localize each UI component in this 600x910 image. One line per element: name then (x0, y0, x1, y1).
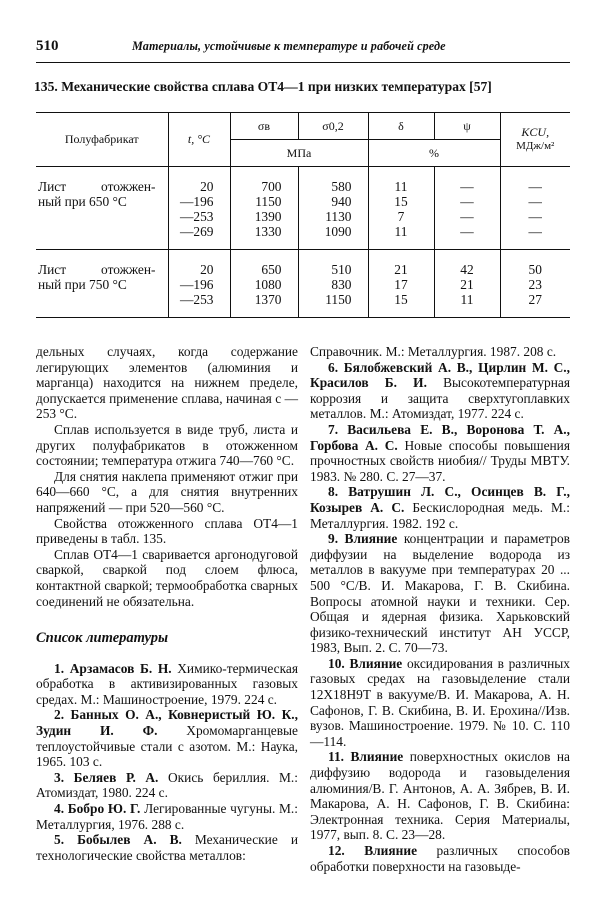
reference-authors: 10. Влияние (328, 655, 403, 671)
cell-sigma-b: 1150 (230, 194, 298, 209)
section-title: Список литературы (36, 630, 169, 647)
reference-text: Новые способы повышения прочностных свойств ниобия// Труды МВТУ. 1983. № 280. С. 27—37. (310, 437, 571, 484)
cell-psi: 42 (434, 250, 500, 278)
table-title: 135. Механические свойства сплава ОТ4—1 при низких температурах [57] (34, 79, 492, 94)
properties-table (36, 112, 570, 318)
cell-sigma-02: 1150 (298, 292, 368, 318)
reference-text: Высокотемпературная коррозия и защита сверхтугоплавких металлов. М.: Атомиздат, 1977. 224 с. (310, 375, 571, 422)
reference-item (310, 360, 570, 422)
cell-kcu: — (500, 167, 570, 195)
reference-text: Механические и технологические свойства металлов: (36, 832, 298, 863)
reference-item (36, 661, 298, 708)
page-number: 510 (36, 38, 59, 54)
table-row (36, 209, 570, 224)
cell-sigma-b: 650 (230, 250, 298, 278)
reference-authors: 7. Васильева Е. В., Воронова Т. А., Горбова А. С. (310, 421, 570, 453)
page-header (36, 38, 570, 58)
paragraph: Свойства отожженного сплава ОТ4—1 приведены в табл. 135. (36, 515, 298, 547)
table-row (36, 277, 570, 292)
table-row (36, 250, 570, 278)
cell-sigma-b: 1080 (230, 277, 298, 292)
cell-kcu: — (500, 209, 570, 224)
reference-authors: 6. Бялобжевский А. В., Цирлин М. С., Красилов Б. И. (310, 359, 570, 391)
reference-text: поверхностных окислов на диффузию водорода и газовыделения алюминия/В. Г. Антонов, А. А. Зябрев, В. И. Макарова, А. Н. Сафонов, Г. В. Скибина: Электронная техника. Серия Материалы, 1977, вып. 8. С. 23—28. (310, 749, 571, 843)
cell-psi: — (434, 167, 500, 195)
semi-product-label: Лист отожжен- (38, 262, 156, 277)
reference-item (310, 656, 570, 750)
cell-sigma-02: 940 (298, 194, 368, 209)
cell-delta: 11 (368, 224, 434, 250)
reference-text: Окись бериллия. М.: Атомиздат, 1980. 224 с. (36, 769, 299, 801)
reference-text: Химико-термическая обработка в активизированных газовых средах. М.: Машиностроение, 1979. 224 с. (36, 660, 299, 707)
cell-kcu: — (500, 194, 570, 209)
cell-t: —269 (168, 224, 230, 250)
col-header-delta: δ (368, 113, 434, 140)
reference-authors: 3. Беляев Р. А. (54, 769, 159, 785)
cell-delta: 15 (368, 292, 434, 318)
reference-authors: 2. Банных О. А., Ковнеристый Ю. К., Зудин И. Ф. (36, 707, 298, 739)
reference-authors: 5. Бобылев А. В. (54, 832, 182, 848)
cell-delta: 21 (368, 250, 434, 278)
cell-sigma-02: 510 (298, 250, 368, 278)
reference-item (36, 707, 298, 769)
reference-continuation: Справочник. М.: Металлургия. 1987. 208 с. (310, 344, 557, 359)
kcu-unit: МДж/м² (516, 140, 555, 152)
cell-sigma-b: 1390 (230, 209, 298, 224)
reference-authors: 11. Влияние (328, 749, 404, 765)
cell-t: —253 (168, 292, 230, 318)
table-row (36, 224, 570, 250)
cell-kcu: 50 (500, 250, 570, 278)
cell-t: 20 (168, 167, 230, 195)
cell-delta: 15 (368, 194, 434, 209)
reference-text: Бескислородная медь. М.: Металлургия. 1982. 192 с. (310, 499, 571, 531)
table-row (36, 194, 570, 209)
reference-authors: 12. Влияние (328, 843, 418, 858)
reference-text: оксидирования в различных газовых средах на газовыделение стали 12Х18Н9Т в вакууме/В. И. Макарова, А. Н. Сафонов, Г. В. Скибина, В. И. Ерохина//Изв. вузов. Машиностроение. 1979. № 10. С. 110—114. (310, 655, 570, 749)
cell-t: —196 (168, 277, 230, 292)
col-header-t: t, °С (168, 113, 230, 167)
right-column (310, 344, 570, 874)
cell-psi: — (434, 194, 500, 209)
reference-item (310, 484, 570, 531)
col-header-sigma-02: σ0,2 (298, 113, 368, 140)
semi-product-label: Лист отожжен- (38, 179, 156, 194)
cell-delta: 11 (368, 167, 434, 195)
reference-item (36, 832, 298, 863)
reference-item (310, 422, 570, 484)
cell-sigma-02: 1090 (298, 224, 368, 250)
reference-text: Хромомарганцевые теплоустойчивые стали с азотом. М.: Наука, 1965. 103 с. (36, 723, 298, 770)
reference-item (310, 749, 570, 843)
cell-psi: 21 (434, 277, 500, 292)
cell-psi: 11 (434, 292, 500, 318)
table-row (36, 167, 570, 195)
cell-sigma-02: 580 (298, 167, 368, 195)
paragraph: Для снятия наклепа применяют отжиг при 640—660 °С, а для снятия внутренних напряжений — при 520—560 °С. (36, 468, 298, 515)
reference-item (36, 801, 298, 832)
kcu-label: KCU, (521, 125, 550, 139)
paragraph: Сплав ОТ4—1 сваривается аргонодуговой сваркой, сваркой под слоем флюса, контактной сваркой; термообработка сварных соединений не обязательна. (36, 546, 298, 609)
cell-delta: 17 (368, 277, 434, 292)
paragraph: дельных случаях, когда содержание легирующих элементов (алюминия и марганца) находится на нижнем пределе, допускается применение сплава, начиная с —253 °С. (36, 344, 298, 422)
col-header-kcu (500, 113, 570, 167)
reference-text: различных способов обработки поверхности на газовыде- (310, 843, 570, 874)
reference-authors: 4. Бобро Ю. Г. (54, 801, 141, 817)
cell-sigma-02: 1130 (298, 209, 368, 224)
header-rule (36, 62, 570, 63)
cell-sigma-02: 830 (298, 277, 368, 292)
cell-kcu: 27 (500, 292, 570, 318)
paragraph: Сплав используется в виде труб, листа и других полуфабрикатов в отожженном состоянии; температура отжига 740—760 °С. (36, 421, 298, 469)
cell-kcu: — (500, 224, 570, 250)
cell-sigma-b: 1370 (230, 292, 298, 318)
cell-kcu: 23 (500, 277, 570, 292)
reference-item (310, 531, 570, 656)
cell-sigma-b: 1330 (230, 224, 298, 250)
reference-authors: 8. Ватрушин Л. С., Осинцев В. Г., Козырев А. С. (310, 484, 570, 515)
unit-percent: % (368, 140, 500, 167)
reference-item (36, 770, 298, 801)
cell-psi: — (434, 224, 500, 250)
col-header-psi: ψ (434, 113, 500, 140)
running-title: Материалы, устойчивые к температуре и рабочей среде (132, 39, 446, 53)
cell-sigma-b: 700 (230, 167, 298, 195)
cell-delta: 7 (368, 209, 434, 224)
reference-authors: 9. Влияние (328, 531, 398, 547)
reference-item (310, 843, 570, 874)
left-column (36, 344, 298, 863)
semi-product-label: ный при 650 °С (38, 194, 127, 209)
reference-text: Легированные чугуны. М.: Металлургия, 1976. 288 с. (36, 801, 298, 832)
col-header-sigma-b: σв (230, 113, 298, 140)
reference-text: концентрации и параметров диффузии на выделение водорода из металлов в вакууме при температурах 20 ... 500 °С/В. И. Макарова, Г. В. Скибина. Вопросы атомной науки и техники. Сер. Общая и ядерная физика. Харьковский физико-технический институт АН УССР, 1983, Вып. 2. С. 70—73. (310, 531, 571, 656)
unit-mpa: МПа (230, 140, 368, 167)
reference-authors: 1. Арзамасов Б. Н. (54, 660, 172, 676)
col-header-semi-product: Полуфабрикат (36, 113, 168, 167)
semi-product-label: ный при 750 °С (38, 277, 127, 292)
table-row (36, 292, 570, 318)
cell-psi: — (434, 209, 500, 224)
cell-t: 20 (168, 250, 230, 278)
cell-t: —196 (168, 194, 230, 209)
cell-t: —253 (168, 209, 230, 224)
